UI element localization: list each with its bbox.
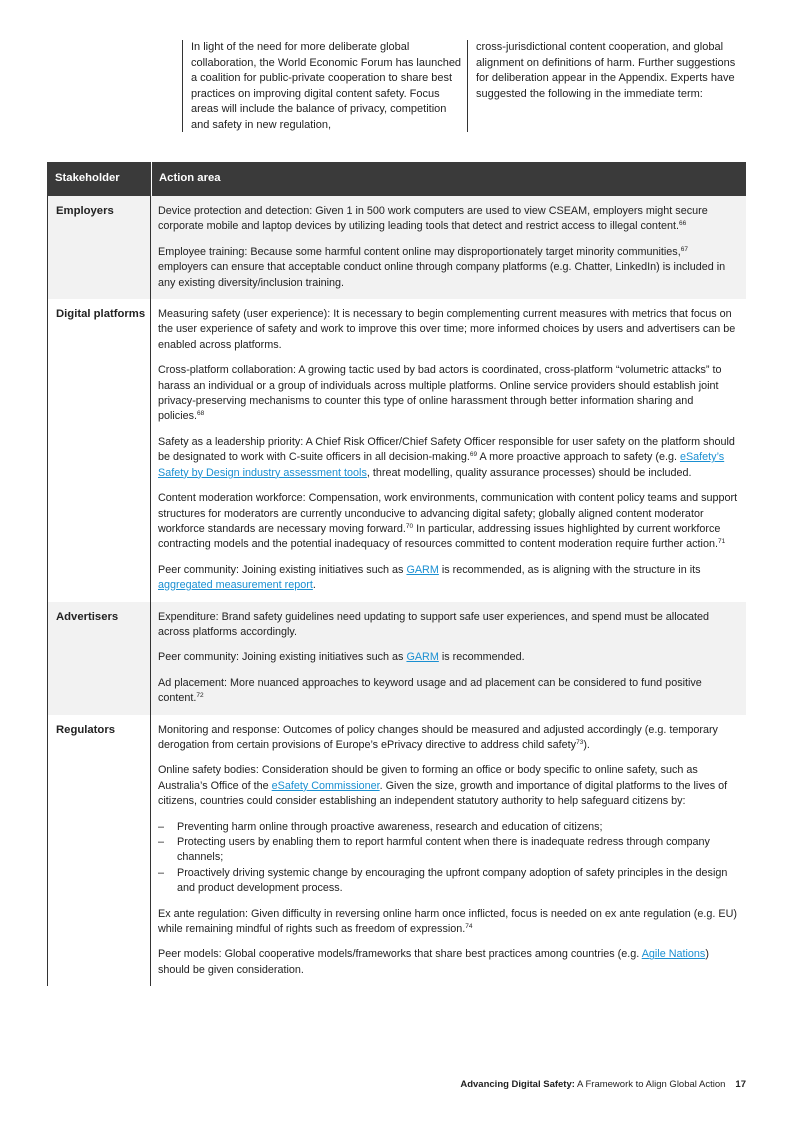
- footnote-ref: 66: [678, 220, 687, 228]
- action-paragraph: Online safety bodies: Consideration should be given to forming an office or body specific to online safety, such as Australia’s Office of the eSafety Commissioner. Given the size, growth and importance of digital platforms to the lives of citizens, countries could consider establishing an independent statutory authority to help safeguard citizens by:: [158, 764, 728, 808]
- footnote-ref: 73: [576, 738, 584, 746]
- safeguard-list: [158, 820, 740, 897]
- footer-subtitle: A Framework to Align Global Action: [574, 1079, 726, 1090]
- action-paragraph: Peer community: Joining existing initiatives such as GARM is recommended, as is aligning with the structure in its aggregated measurement report.: [158, 563, 701, 592]
- measurement-report-link[interactable]: aggregated measurement report: [158, 579, 313, 592]
- esafety-tools-link[interactable]: eSafety’s Safety by Design industry assessment tools: [158, 451, 725, 479]
- garm-link[interactable]: GARM: [406, 563, 439, 576]
- action-paragraph: Monitoring and response: Outcomes of policy changes should be measured and adjusted accordingly (e.g. temporary derogation from certain provisions of Europe’s ePrivacy directive to address child safety$^{73}$).: [158, 723, 718, 751]
- action-cell-employers: [151, 196, 746, 299]
- action-paragraph: Content moderation workforce: Compensation, work environments, communication with content policy teams and support structures for moderators are currently unconducive to advancing digital safety; globally aligned content moderator workforce standards are necessary moving forward.$^{70}$ In particular, addressing issues highlighted by current workforce contracting models and the potential inadequacy of resources committed to content moderation require further action.$^{71}$: [158, 492, 738, 551]
- header-divider: [151, 162, 152, 196]
- action-paragraph: Measuring safety (user experience): It is necessary to begin complementing current measures with metrics that focus on the user experience of safety and work to improve this over time; more informed choices by users and advertisers can be enabled across platforms.: [158, 308, 736, 351]
- list-item: – Proactively driving systemic change by encouraging the upfront company adoption of safety principles in the design and product development process.: [158, 866, 740, 897]
- action-paragraph: Device protection and detection: Given 1 in 500 work computers are used to view CSEAM, employers might secure corporate mobile and laptop devices by utilizing leading tools that detect and restrict access to illegal content.$^{66}$: [158, 205, 708, 233]
- header-stakeholder: Stakeholder: [55, 172, 120, 184]
- intro-column-right: cross-jurisdictional content cooperation, and global alignment on definitions of harm. Further suggestions for deliberation appear in the Appendix. Experts have suggested the following in the immediate term:: [467, 40, 747, 132]
- stakeholder-advertisers: Advertisers: [47, 602, 151, 715]
- esafety-commissioner-link[interactable]: eSafety Commissioner: [271, 779, 380, 792]
- action-cell-advertisers: [151, 602, 746, 715]
- action-cell-digital-platforms: [151, 299, 746, 602]
- footnote-ref: 70: [405, 522, 414, 530]
- action-paragraph: Peer community: Joining existing initiatives such as GARM is recommended.: [158, 651, 525, 664]
- footer-title: Advancing Digital Safety:: [460, 1079, 575, 1090]
- stakeholder-action-table: [47, 162, 746, 986]
- stakeholder-digital-platforms: Digital platforms: [47, 299, 151, 602]
- page-number: 17: [735, 1079, 746, 1090]
- footnote-ref: 67: [680, 245, 688, 253]
- action-paragraph: Ex ante regulation: Given difficulty in reversing online harm once inflicted, focus is needed on ex ante regulation (e.g. EU) while remaining mindful of rights such as freedom of expression.$^{74}$: [158, 907, 737, 936]
- action-paragraph: Safety as a leadership priority: A Chief Risk Officer/Chief Safety Officer responsible for user safety on the platform should be designated to work with C-suite officers in all decision-making.$^{69}$ A more proactive approach to safety (e.g. eSafety’s Safety by Design industry assessment tools, threat modelling, quality assurance processes) should be included.: [158, 435, 735, 479]
- table-row-advertisers: [47, 602, 746, 715]
- table-row-regulators: [47, 715, 746, 987]
- list-item: – Protecting users by enabling them to report harmful content when there is inadequate redress through company channels;: [158, 835, 740, 866]
- table-row-employers: [47, 196, 746, 299]
- footnote-ref: 74: [465, 923, 473, 931]
- intro-text: [182, 40, 747, 132]
- footnote-ref: 72: [196, 692, 204, 700]
- intro-column-left: In light of the need for more deliberate global collaboration, the World Economic Forum has launched a coalition for public-private cooperation to share best practices on improving digital content safety. Focus areas will include the balance of privacy, competition and safety in new regulation,: [182, 40, 462, 132]
- action-paragraph: Employee training: Because some harmful content online may disproportionately target minority communities,$^{67}$ employers can ensure that acceptable conduct online through company platforms (e.g. Chatter, LinkedIn) is included in any existing diversity/inclusion training.: [158, 245, 726, 289]
- table-header: [47, 162, 746, 196]
- footnote-ref: 71: [717, 538, 726, 546]
- action-paragraph: Peer models: Global cooperative models/frameworks that share best practices among countries (e.g. Agile Nations) should be given consideration.: [158, 948, 709, 976]
- footnote-ref: 68: [197, 410, 205, 418]
- page-footer: [460, 1077, 746, 1092]
- action-paragraph: Expenditure: Brand safety guidelines need updating to support safe user experiences, and spend must be allocated across platforms accordingly.: [158, 610, 710, 638]
- footnote-ref: 69: [469, 451, 478, 459]
- action-cell-regulators: [151, 715, 746, 987]
- agile-nations-link[interactable]: Agile Nations: [641, 948, 706, 961]
- action-paragraph: Ad placement: More nuanced approaches to keyword usage and ad placement can be considered to fund positive content.$^{72}$: [158, 676, 702, 705]
- list-item: – Preventing harm online through proactive awareness, research and education of citizens;: [158, 820, 740, 835]
- header-action-area: Action area: [159, 172, 221, 184]
- stakeholder-employers: Employers: [47, 196, 151, 299]
- stakeholder-regulators: Regulators: [47, 715, 151, 987]
- table-row-digital-platforms: [47, 299, 746, 602]
- garm-link[interactable]: GARM: [406, 651, 439, 664]
- action-paragraph: Cross-platform collaboration: A growing tactic used by bad actors is coordinated, cross-platform “volumetric attacks” to harass an individual or a group of individuals across multiple platforms. Online service providers should establish joint privacy-preserving mechanisms to counter this type of online harassment through better information sharing and policies.$^{68}$: [158, 364, 722, 423]
